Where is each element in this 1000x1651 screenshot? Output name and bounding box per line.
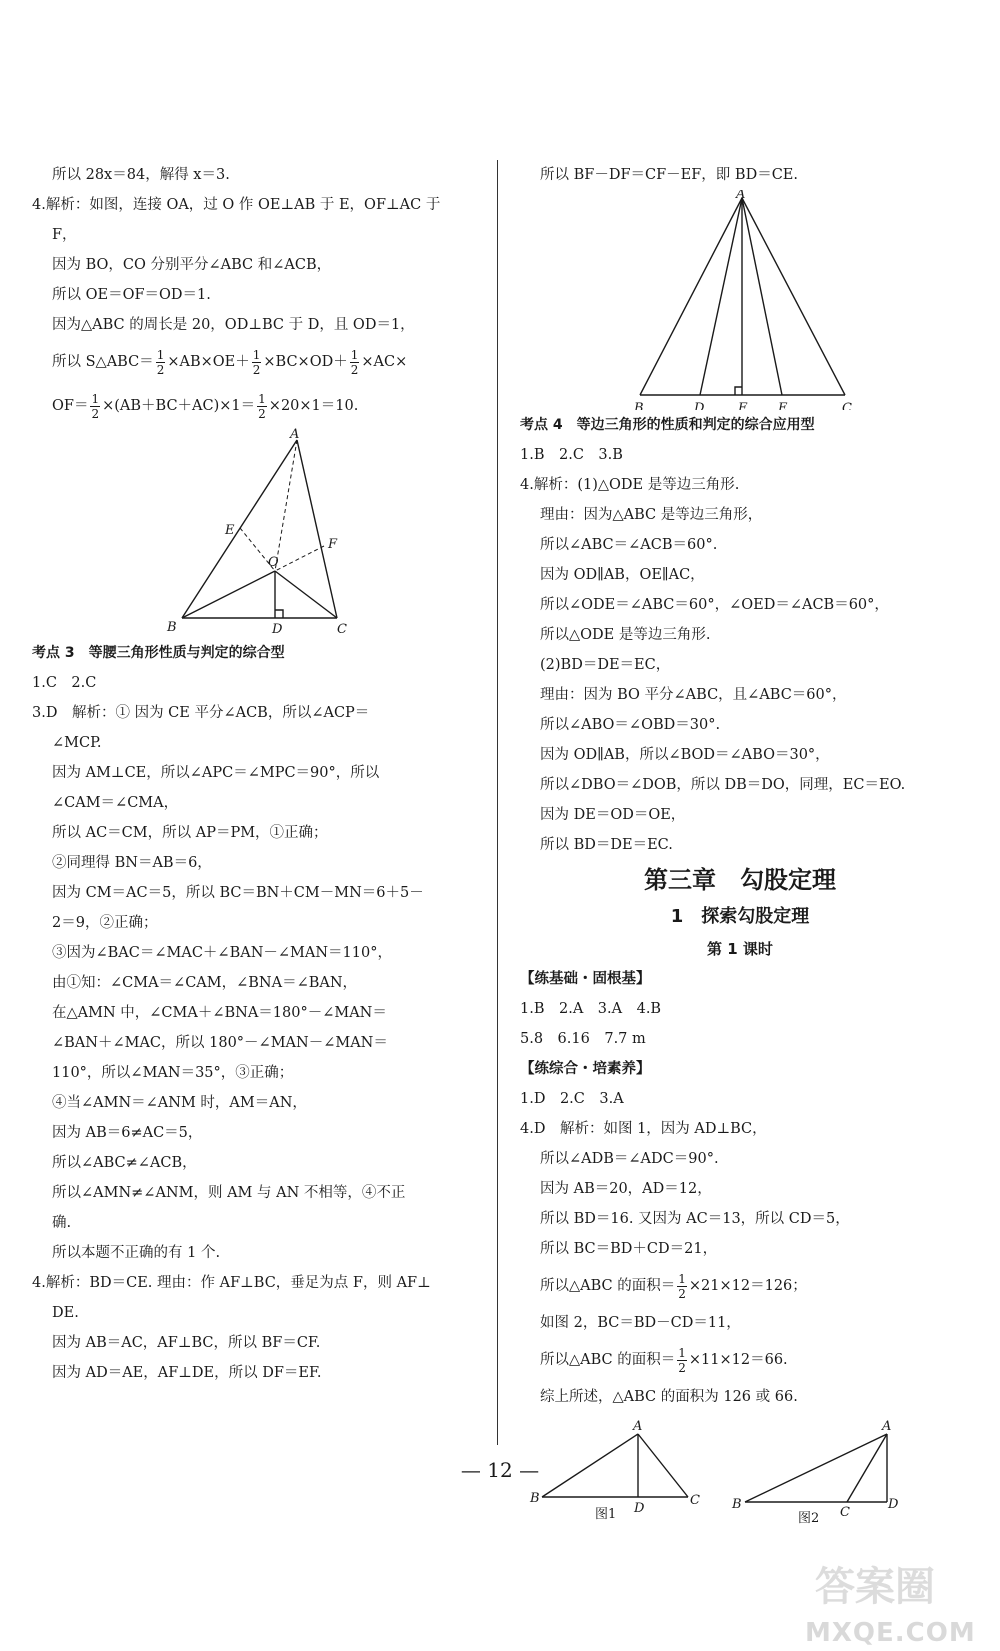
text-line: ∠MCP.	[52, 735, 102, 751]
figure-isosceles-triangle	[520, 190, 960, 410]
text-span: ×AC×	[361, 354, 408, 370]
text-line: 所以 OE＝OF＝OD＝1.	[52, 287, 211, 303]
text-span: ×11×12＝66.	[688, 1352, 788, 1368]
fraction: $\frac{1}{2}$	[678, 1271, 686, 1301]
exercise-tag: 【练综合・培素养】	[520, 1061, 651, 1077]
text-line: 因为 DE＝OD＝OE，	[540, 807, 686, 823]
text-line: 因为 AM⊥CE，所以∠APC＝∠MPC＝90°，所以	[52, 765, 380, 781]
text-line: 理由：因为 BO 平分∠ABC，且∠ABC＝60°，	[540, 687, 847, 703]
svg-text:C: C	[690, 1493, 700, 1508]
text-line: 所以∠ABC＝∠ACB＝60°.	[540, 537, 718, 553]
text-line: 所以 BF－DF＝CF－EF，即 BD＝CE.	[540, 167, 798, 183]
fraction: $\frac{1}{2}$	[252, 347, 261, 377]
fraction: $\frac{1}{2}$	[156, 347, 165, 377]
text-line: ∠BAN＋∠MAC，所以 180°－∠MAN－∠MAN＝	[52, 1035, 388, 1051]
answer-line: 1.B 2.A 3.A 4.B	[520, 1001, 662, 1017]
svg-text:C: C	[842, 401, 852, 410]
text-line: 因为 AB＝20，AD＝12，	[540, 1181, 712, 1197]
svg-text:B: B	[732, 1497, 742, 1512]
answer-line: 1.D 2.C 3.A	[520, 1091, 624, 1107]
section-title: 1 探索勾股定理	[670, 906, 810, 927]
text-line: 所以本题不正确的有 1 个.	[52, 1245, 221, 1261]
text-line: 因为 AB＝AC，AF⊥BC，所以 BF＝CF.	[52, 1335, 321, 1351]
text-span: ×(AB＋BC＋AC)×1＝	[102, 398, 256, 414]
svg-text:C: C	[337, 622, 347, 637]
section-heading: 考点 3 等腰三角形性质与判定的综合型	[32, 645, 285, 661]
right-column	[520, 160, 960, 1532]
svg-text:A: A	[290, 428, 300, 442]
svg-text:D: D	[272, 622, 283, 637]
page-number: — 12 —	[460, 1458, 540, 1482]
text-line: 所以 28x＝84，解得 x＝3.	[52, 167, 230, 183]
text-line: 110°，所以∠MAN＝35°，③正确；	[52, 1065, 294, 1081]
text-line: 因为 AB＝6≠AC＝5，	[52, 1125, 203, 1141]
fraction: $\frac{1}{2}$	[91, 391, 100, 421]
text-line: 因为△ABC 的周长是 20，OD⊥BC 于 D，且 OD＝1，	[52, 317, 415, 333]
fraction: $\frac{1}{2}$	[258, 391, 266, 421]
svg-text:B: B	[167, 620, 177, 635]
exercise-tag: 【练基础・固根基】	[520, 971, 651, 987]
text-line: 理由：因为△ABC 是等边三角形，	[540, 507, 763, 523]
svg-text:B: B	[530, 1491, 540, 1506]
text-line: 所以 BD＝DE＝EC.	[540, 837, 673, 853]
text-span: ×20×1＝10.	[268, 398, 359, 414]
text-line: 所以 AC＝CM，所以 AP＝PM，①正确；	[52, 825, 328, 841]
text-span: ×AB×OE＋	[167, 354, 250, 370]
answer-line: 1.C 2.C	[32, 675, 97, 691]
text-line: 确.	[52, 1215, 72, 1231]
watermark-url: MXQE.COM	[805, 1618, 976, 1648]
text-line: DE.	[52, 1305, 79, 1321]
svg-text:A: A	[736, 190, 746, 202]
svg-text:D: D	[888, 1497, 899, 1512]
formula-line	[32, 340, 472, 384]
text-line: (2)BD＝DE＝EC，	[540, 657, 671, 673]
text-line: 3.D 解析：① 因为 CE 平分∠ACB，所以∠ACP＝	[32, 705, 370, 721]
svg-text:F: F	[328, 537, 338, 552]
svg-text:C: C	[840, 1505, 850, 1520]
formula-line	[520, 1338, 960, 1382]
fraction: $\frac{1}{2}$	[678, 1345, 686, 1375]
text-span: 所以△ABC 的面积＝	[540, 1352, 676, 1368]
text-span: 所以 S△ABC＝	[52, 354, 154, 370]
text-line: 4.D 解析：如图 1，因为 AD⊥BC，	[520, 1121, 767, 1137]
lesson-title: 第 1 课时	[707, 940, 773, 958]
text-line: 因为 CM＝AC＝5，所以 BC＝BN＋CM－MN＝6＋5－	[52, 885, 424, 901]
triangle-diagram	[32, 428, 472, 638]
section-heading: 考点 4 等边三角形的性质和判定的综合应用型	[520, 417, 815, 433]
text-line: 所以△ODE 是等边三角形.	[540, 627, 711, 643]
svg-text:F: F	[738, 401, 748, 410]
svg-text:图2: 图2	[798, 1511, 820, 1526]
triangle-diagram	[520, 190, 960, 410]
text-line: 4.解析：BD＝CE. 理由：作 AF⊥BC，垂足为点 F，则 AF⊥	[32, 1275, 431, 1291]
watermark-logo: 答案圈	[815, 1564, 935, 1610]
svg-text:D: D	[634, 1501, 645, 1516]
text-span: OF＝	[52, 398, 89, 414]
text-line: 如图 2，BC＝BD－CD＝11，	[540, 1315, 741, 1331]
svg-text:图1: 图1	[595, 1507, 617, 1522]
text-line: F，	[52, 227, 77, 243]
watermark	[805, 1555, 990, 1650]
text-span: 所以△ABC 的面积＝	[540, 1278, 676, 1294]
text-line: 因为 AD＝AE，AF⊥DE，所以 DF＝EF.	[52, 1365, 322, 1381]
answer-line: 5.8 6.16 7.7 m	[520, 1031, 646, 1047]
svg-text:E: E	[225, 523, 235, 538]
formula-line	[32, 384, 472, 428]
svg-text:O: O	[268, 555, 279, 570]
text-line: 4.解析：如图，连接 OA，过 O 作 OE⊥AB 于 E，OF⊥AC 于	[32, 197, 441, 213]
text-line: 2＝9，②正确；	[52, 915, 158, 931]
text-line: 所以 BD＝16. 又因为 AC＝13，所以 CD＝5，	[540, 1211, 850, 1227]
text-line: 在△AMN 中，∠CMA＋∠BNA＝180°－∠MAN＝	[52, 1005, 387, 1021]
text-line: 4.解析：(1)△ODE 是等边三角形.	[520, 477, 740, 493]
answer-line: 1.B 2.C 3.B	[520, 447, 623, 463]
text-line: 所以 BC＝BD＋CD＝21，	[540, 1241, 718, 1257]
text-line: 因为 OD∥AB，OE∥AC，	[540, 567, 705, 583]
text-line: 所以∠AMN≠∠ANM，则 AM 与 AN 不相等，④不正	[52, 1185, 406, 1201]
svg-text:A: A	[633, 1419, 643, 1434]
text-line: ∠CAM＝∠CMA，	[52, 795, 179, 811]
text-line: 因为 BO，CO 分别平分∠ABC 和∠ACB，	[52, 257, 332, 273]
svg-text:E: E	[778, 401, 788, 410]
column-divider	[497, 160, 498, 1445]
text-line: 综上所述，△ABC 的面积为 126 或 66.	[540, 1389, 798, 1405]
svg-text:A: A	[882, 1419, 892, 1434]
left-column	[32, 160, 472, 1388]
chapter-title: 第三章 勾股定理	[644, 866, 836, 894]
text-line: 由①知：∠CMA＝∠CAM，∠BNA＝∠BAN，	[52, 975, 358, 991]
text-line: 所以∠ABO＝∠OBD＝30°.	[540, 717, 721, 733]
text-line: 因为 OD∥AB，所以∠BOD＝∠ABO＝30°，	[540, 747, 830, 763]
text-line: 所以∠DBO＝∠DOB，所以 DB＝DO，同理，EC＝EO.	[540, 777, 906, 793]
text-span: ×BC×OD＋	[263, 354, 348, 370]
text-line: ③因为∠BAC＝∠MAC＋∠BAN－∠MAN＝110°，	[52, 945, 392, 961]
text-line: 所以∠ADB＝∠ADC＝90°.	[540, 1151, 719, 1167]
text-line: ④当∠AMN＝∠ANM 时，AM＝AN，	[52, 1095, 307, 1111]
text-span: ×21×12＝126；	[688, 1278, 807, 1294]
text-line: 所以∠ABC≠∠ACB，	[52, 1155, 197, 1171]
fraction: $\frac{1}{2}$	[350, 347, 359, 377]
svg-text:D: D	[694, 401, 705, 410]
svg-text:B: B	[634, 401, 644, 410]
formula-line	[520, 1264, 960, 1308]
text-line: 所以∠ODE＝∠ABC＝60°，∠OED＝∠ACB＝60°，	[540, 597, 889, 613]
text-line: ②同理得 BN＝AB＝6，	[52, 855, 212, 871]
figure-triangle-incenter	[32, 428, 472, 638]
